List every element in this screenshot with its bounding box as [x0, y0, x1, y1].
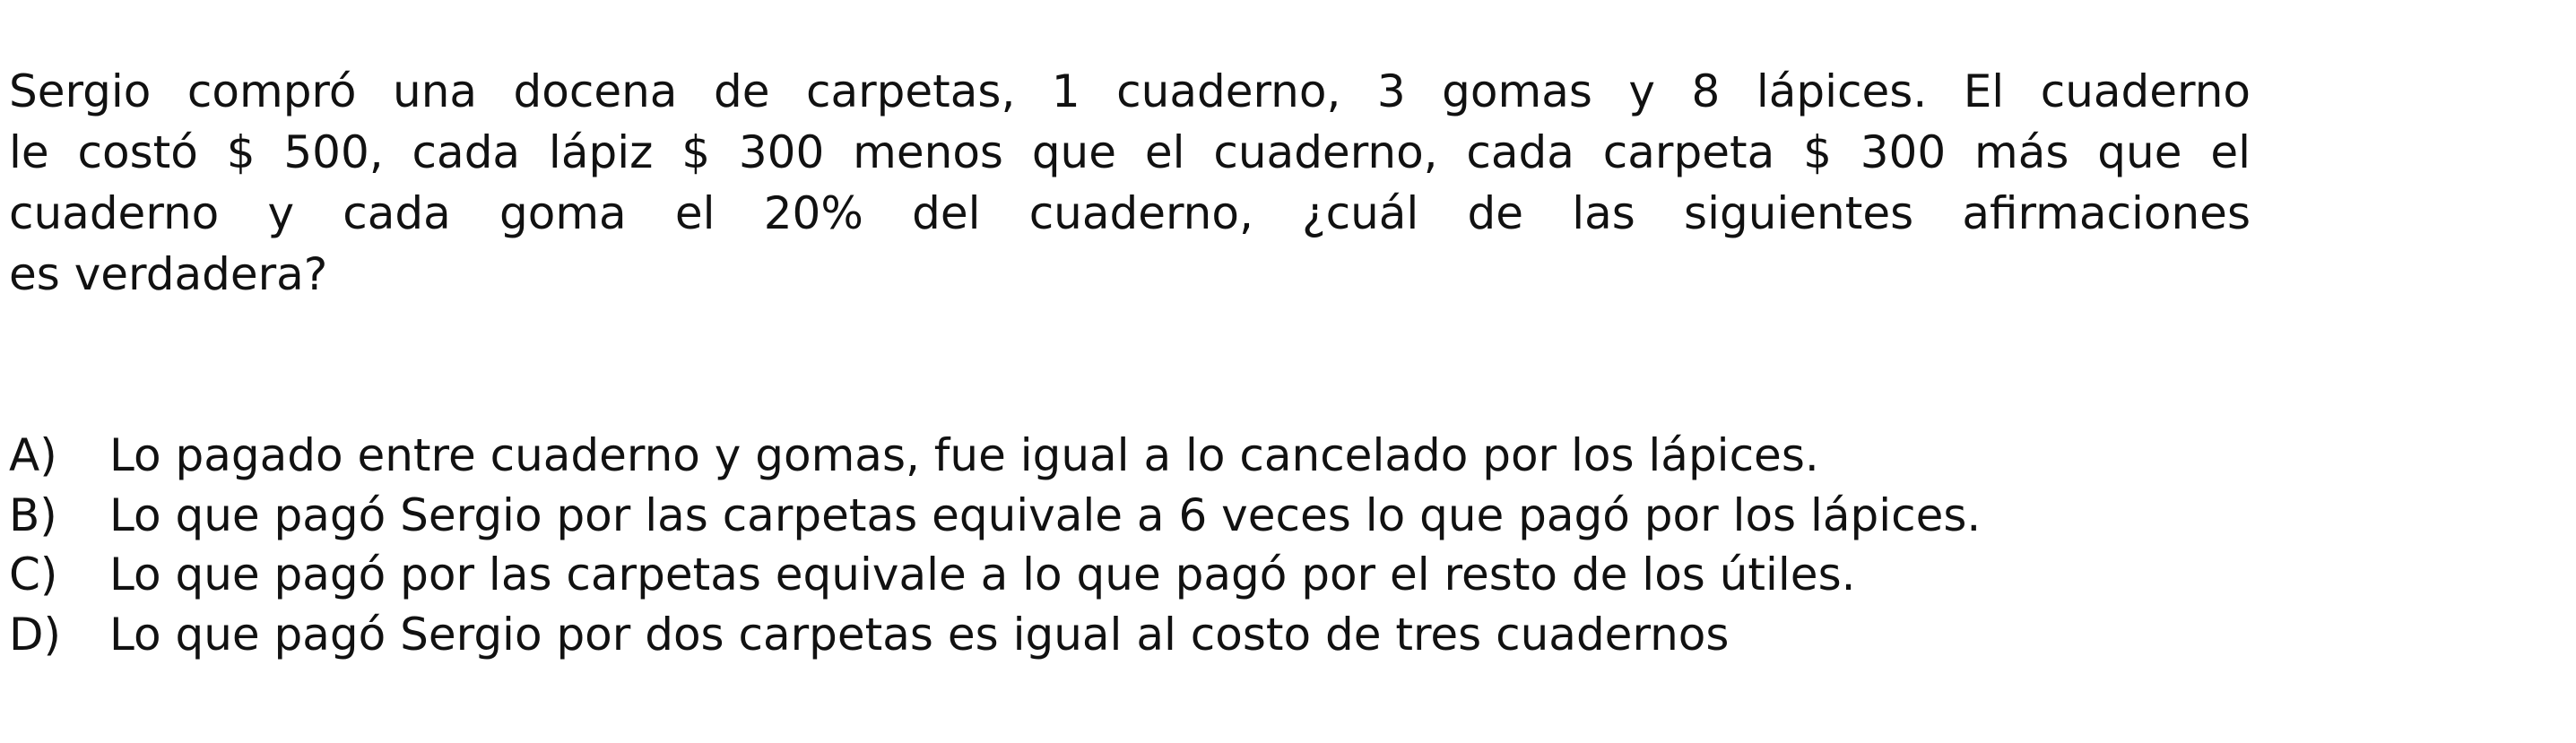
option-text: Lo que pagó por las carpetas equivale a lo que pagó por el resto de los útiles.: [109, 549, 1856, 600]
option-text: Lo que pagó Sergio por las carpetas equivale a 6 veces lo que pagó por los lápices.: [109, 488, 1982, 541]
question-line: cuaderno y cada goma el 20% del cuaderno, ¿cuál de las siguientes afirmaciones: [9, 187, 2251, 239]
option-letter: C): [9, 549, 58, 600]
option-letter: B): [9, 488, 57, 541]
option-b[interactable]: [9, 486, 1981, 546]
question-line: es verdadera?: [9, 248, 328, 300]
option-a[interactable]: [9, 426, 1981, 486]
answer-options: [9, 426, 1981, 664]
option-text: Lo que pagó Sergio por dos carpetas es igual al costo de tres cuadernos: [109, 608, 1730, 661]
question-line: Sergio compró una docena de carpetas, 1 cuaderno, 3 gomas y 8 lápices. El cuaderno: [9, 65, 2251, 117]
option-c[interactable]: [9, 545, 1981, 605]
question-line: le costó $ 500, cada lápiz $ 300 menos que el cuaderno, cada carpeta $ 300 más que el: [9, 126, 2251, 178]
option-text: Lo pagado entre cuaderno y gomas, fue igual a lo cancelado por los lápices.: [109, 429, 1819, 481]
question-text: [9, 61, 2251, 305]
option-d[interactable]: [9, 605, 1981, 665]
option-letter: A): [9, 429, 57, 481]
option-letter: D): [9, 608, 62, 661]
